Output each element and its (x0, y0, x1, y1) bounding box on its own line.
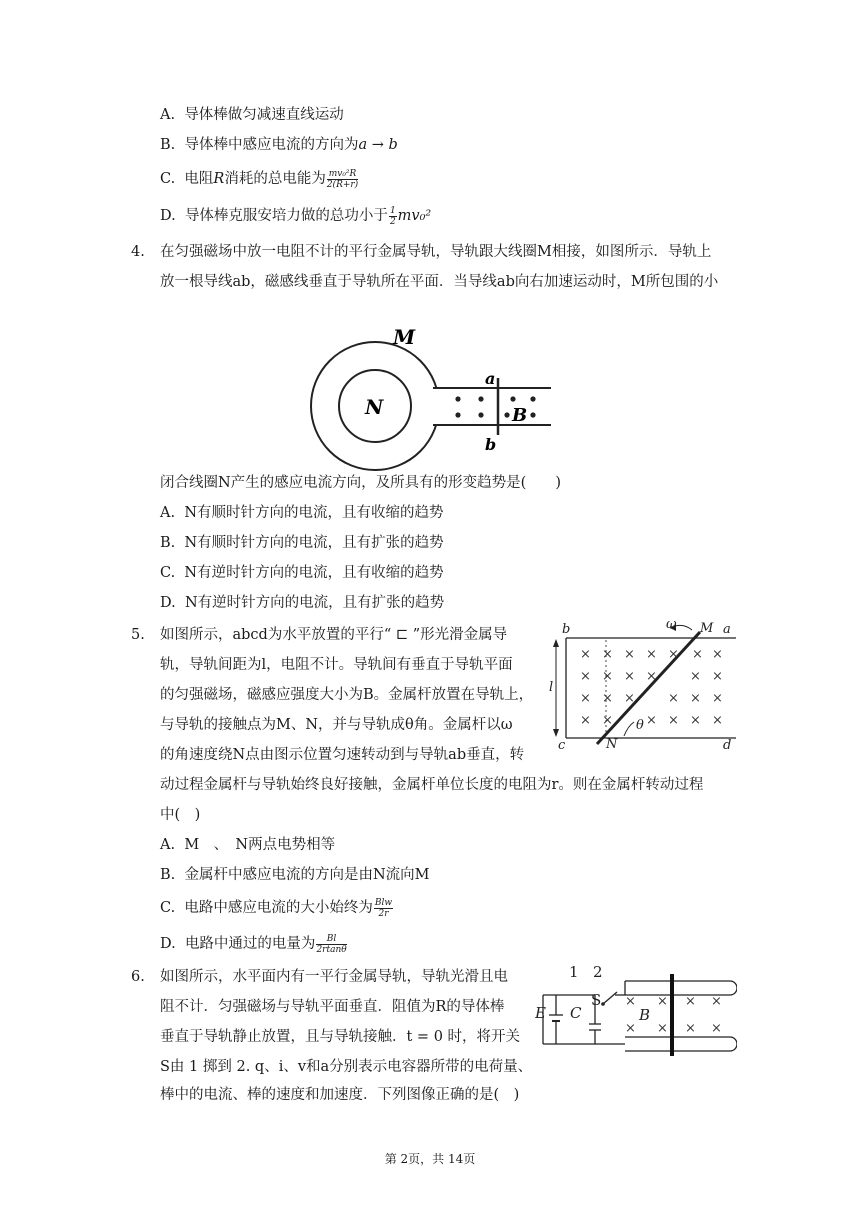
label-N: N (606, 737, 618, 752)
page-footer: 第 2页，共 14页 (384, 1152, 476, 1166)
svg-text:×: × (580, 713, 591, 728)
svg-text:×: × (692, 647, 703, 662)
label-S: S (591, 991, 602, 1009)
svg-text:×: × (668, 647, 679, 662)
svg-text:×: × (690, 691, 701, 706)
svg-text:×: × (580, 691, 591, 706)
q4-figure (305, 326, 555, 471)
q5-stem-line1: 如图所示，abcd为水平放置的平行“ ⊏ ”形光滑金属导 (160, 627, 508, 643)
q4-option-b: B. N有顺时针方向的电流，且有扩张的趋势 (160, 535, 444, 551)
q5-figure (546, 618, 738, 752)
svg-text:×: × (685, 1021, 696, 1036)
svg-text:×: × (580, 669, 591, 684)
q6-stem-line3: 垂直于导轨静止放置，且与导轨接触．t = 0 时，将开关 (160, 1029, 521, 1045)
q6-stem-line4: S由 1 掷到 2. q、i、v和a分别表示电容器所带的电荷量、 (160, 1059, 533, 1075)
q6-stem-line2: 阻不计．匀强磁场与导轨平面垂直．阻值为R的导体棒 (160, 999, 505, 1015)
svg-text:×: × (602, 647, 613, 662)
svg-text:×: × (711, 994, 722, 1009)
q4-option-a: A. N有顺时针方向的电流，且有收缩的趋势 (160, 505, 444, 521)
q5-option-d: D. 电路中通过的电量为 $\frac{Bl}{2rtan\theta}$ (160, 933, 347, 955)
q6-stem-line1: 如图所示，水平面内有一平行金属导轨，导轨光滑且电 (160, 969, 508, 985)
svg-text:×: × (602, 669, 613, 684)
label-omega: ω (666, 618, 677, 632)
q4-number: 4. (131, 244, 145, 260)
q4-stem-line2: 放一根导线ab，磁感线垂直于导轨所在平面．当导线ab向右加速运动时，M所包围的小 (160, 274, 719, 290)
fraction: $\frac{Bl}{2rtan\theta}$ (316, 933, 347, 955)
label-1: 1 (569, 963, 579, 981)
q5-stem-line2: 轨，导轨间距为l，电阻不计。导轨间有垂直于导轨平面 (160, 657, 513, 673)
svg-text:×: × (657, 994, 668, 1009)
label-C: C (570, 1004, 582, 1022)
label-2: 2 (593, 963, 603, 981)
label-a: a (723, 622, 731, 637)
q5-stem-line7: 中( ) (160, 807, 201, 823)
q6-figure (535, 960, 737, 1058)
fraction: $\frac{\text{mv₀²R}}{2(R+r)}$ (326, 168, 359, 190)
svg-text:×: × (624, 669, 635, 684)
svg-text:×: × (602, 691, 613, 706)
label-l: l (549, 680, 554, 695)
svg-text:×: × (712, 647, 723, 662)
svg-text:×: × (685, 994, 696, 1009)
svg-text:×: × (690, 669, 701, 684)
label-a: a (485, 369, 496, 388)
label-b: b (485, 435, 497, 454)
label-B: B (639, 1006, 651, 1024)
q3-option-a: A. 导体棒做匀减速直线运动 (160, 107, 344, 123)
svg-text:×: × (712, 713, 723, 728)
q4-option-c: C. N有逆时针方向的电流，且有收缩的趋势 (160, 565, 444, 581)
label-d: d (723, 738, 732, 752)
q4-stem-line3: 闭合线圈N产生的感应电流方向，及所具有的形变趋势是( ) (160, 475, 561, 491)
q4-option-d: D. N有逆时针方向的电流，且有扩张的趋势 (160, 595, 445, 611)
svg-text:×: × (624, 647, 635, 662)
label-E: E (535, 1004, 546, 1022)
svg-text:×: × (646, 669, 657, 684)
svg-text:×: × (657, 1021, 668, 1036)
fraction: $\frac{1}{2}$ (389, 205, 396, 227)
svg-text:×: × (625, 994, 636, 1009)
label-b: b (562, 622, 571, 637)
q3-option-d: D. 导体棒克服安培力做的总功小于 $\frac{1}{2}$ mv₀² (160, 205, 432, 227)
q5-option-a: A. M 、 N两点电势相等 (160, 837, 336, 853)
fraction: $\frac{\text{Blw}}{2r}$ (374, 897, 393, 919)
q6-number: 6. (131, 969, 145, 985)
q3-option-c: C. 电阻R消耗的总电能为 $\frac{\text{mv₀²R}}{2(R+r)}$ (160, 168, 359, 190)
label-M: M (700, 621, 714, 636)
svg-text:×: × (690, 713, 701, 728)
q5-stem-line6: 动过程金属杆与导轨始终良好接触，金属杆单位长度的电阻为r。则在金属杆转动过程 (160, 777, 704, 793)
label-c: c (558, 738, 566, 752)
svg-text:×: × (711, 1021, 722, 1036)
svg-text:×: × (668, 713, 679, 728)
svg-text:×: × (646, 647, 657, 662)
q5-option-b: B. 金属杆中感应电流的方向是由N流向M (160, 867, 430, 883)
svg-text:×: × (668, 691, 679, 706)
svg-text:×: × (625, 1021, 636, 1036)
svg-text:×: × (712, 691, 723, 706)
q6-stem-line5: 棒中的电流、棒的速度和加速度．下列图像正确的是( ) (160, 1087, 520, 1103)
q5-stem-line4: 与导轨的接触点为M、N，并与导轨成θ角。金属杆以ω (160, 717, 513, 733)
label-B: B (512, 405, 528, 426)
q5-option-c: C. 电路中感应电流的大小始终为 $\frac{\text{Blw}}{2r}$ (160, 897, 393, 919)
label-theta: θ (636, 718, 644, 733)
label-N: N (365, 395, 384, 419)
svg-text:×: × (624, 691, 635, 706)
q5-stem-line5: 的角速度绕N点由图示位置匀速转动到与导轨ab垂直，转 (160, 747, 525, 763)
q4-stem-line1: 在匀强磁场中放一电阻不计的平行金属导轨，导轨跟大线圈M相接，如图所示．导轨上 (160, 244, 712, 260)
q3-option-b: B. 导体棒中感应电流的方向为a → b (160, 137, 398, 153)
label-M: M (393, 326, 416, 349)
q5-stem-line3: 的匀强磁场，磁感应强度大小为B。金属杆放置在导轨上， (160, 687, 534, 703)
q5-number: 5. (131, 627, 145, 643)
svg-text:×: × (646, 713, 657, 728)
svg-text:×: × (712, 669, 723, 684)
svg-text:×: × (602, 713, 613, 728)
svg-text:×: × (580, 647, 591, 662)
